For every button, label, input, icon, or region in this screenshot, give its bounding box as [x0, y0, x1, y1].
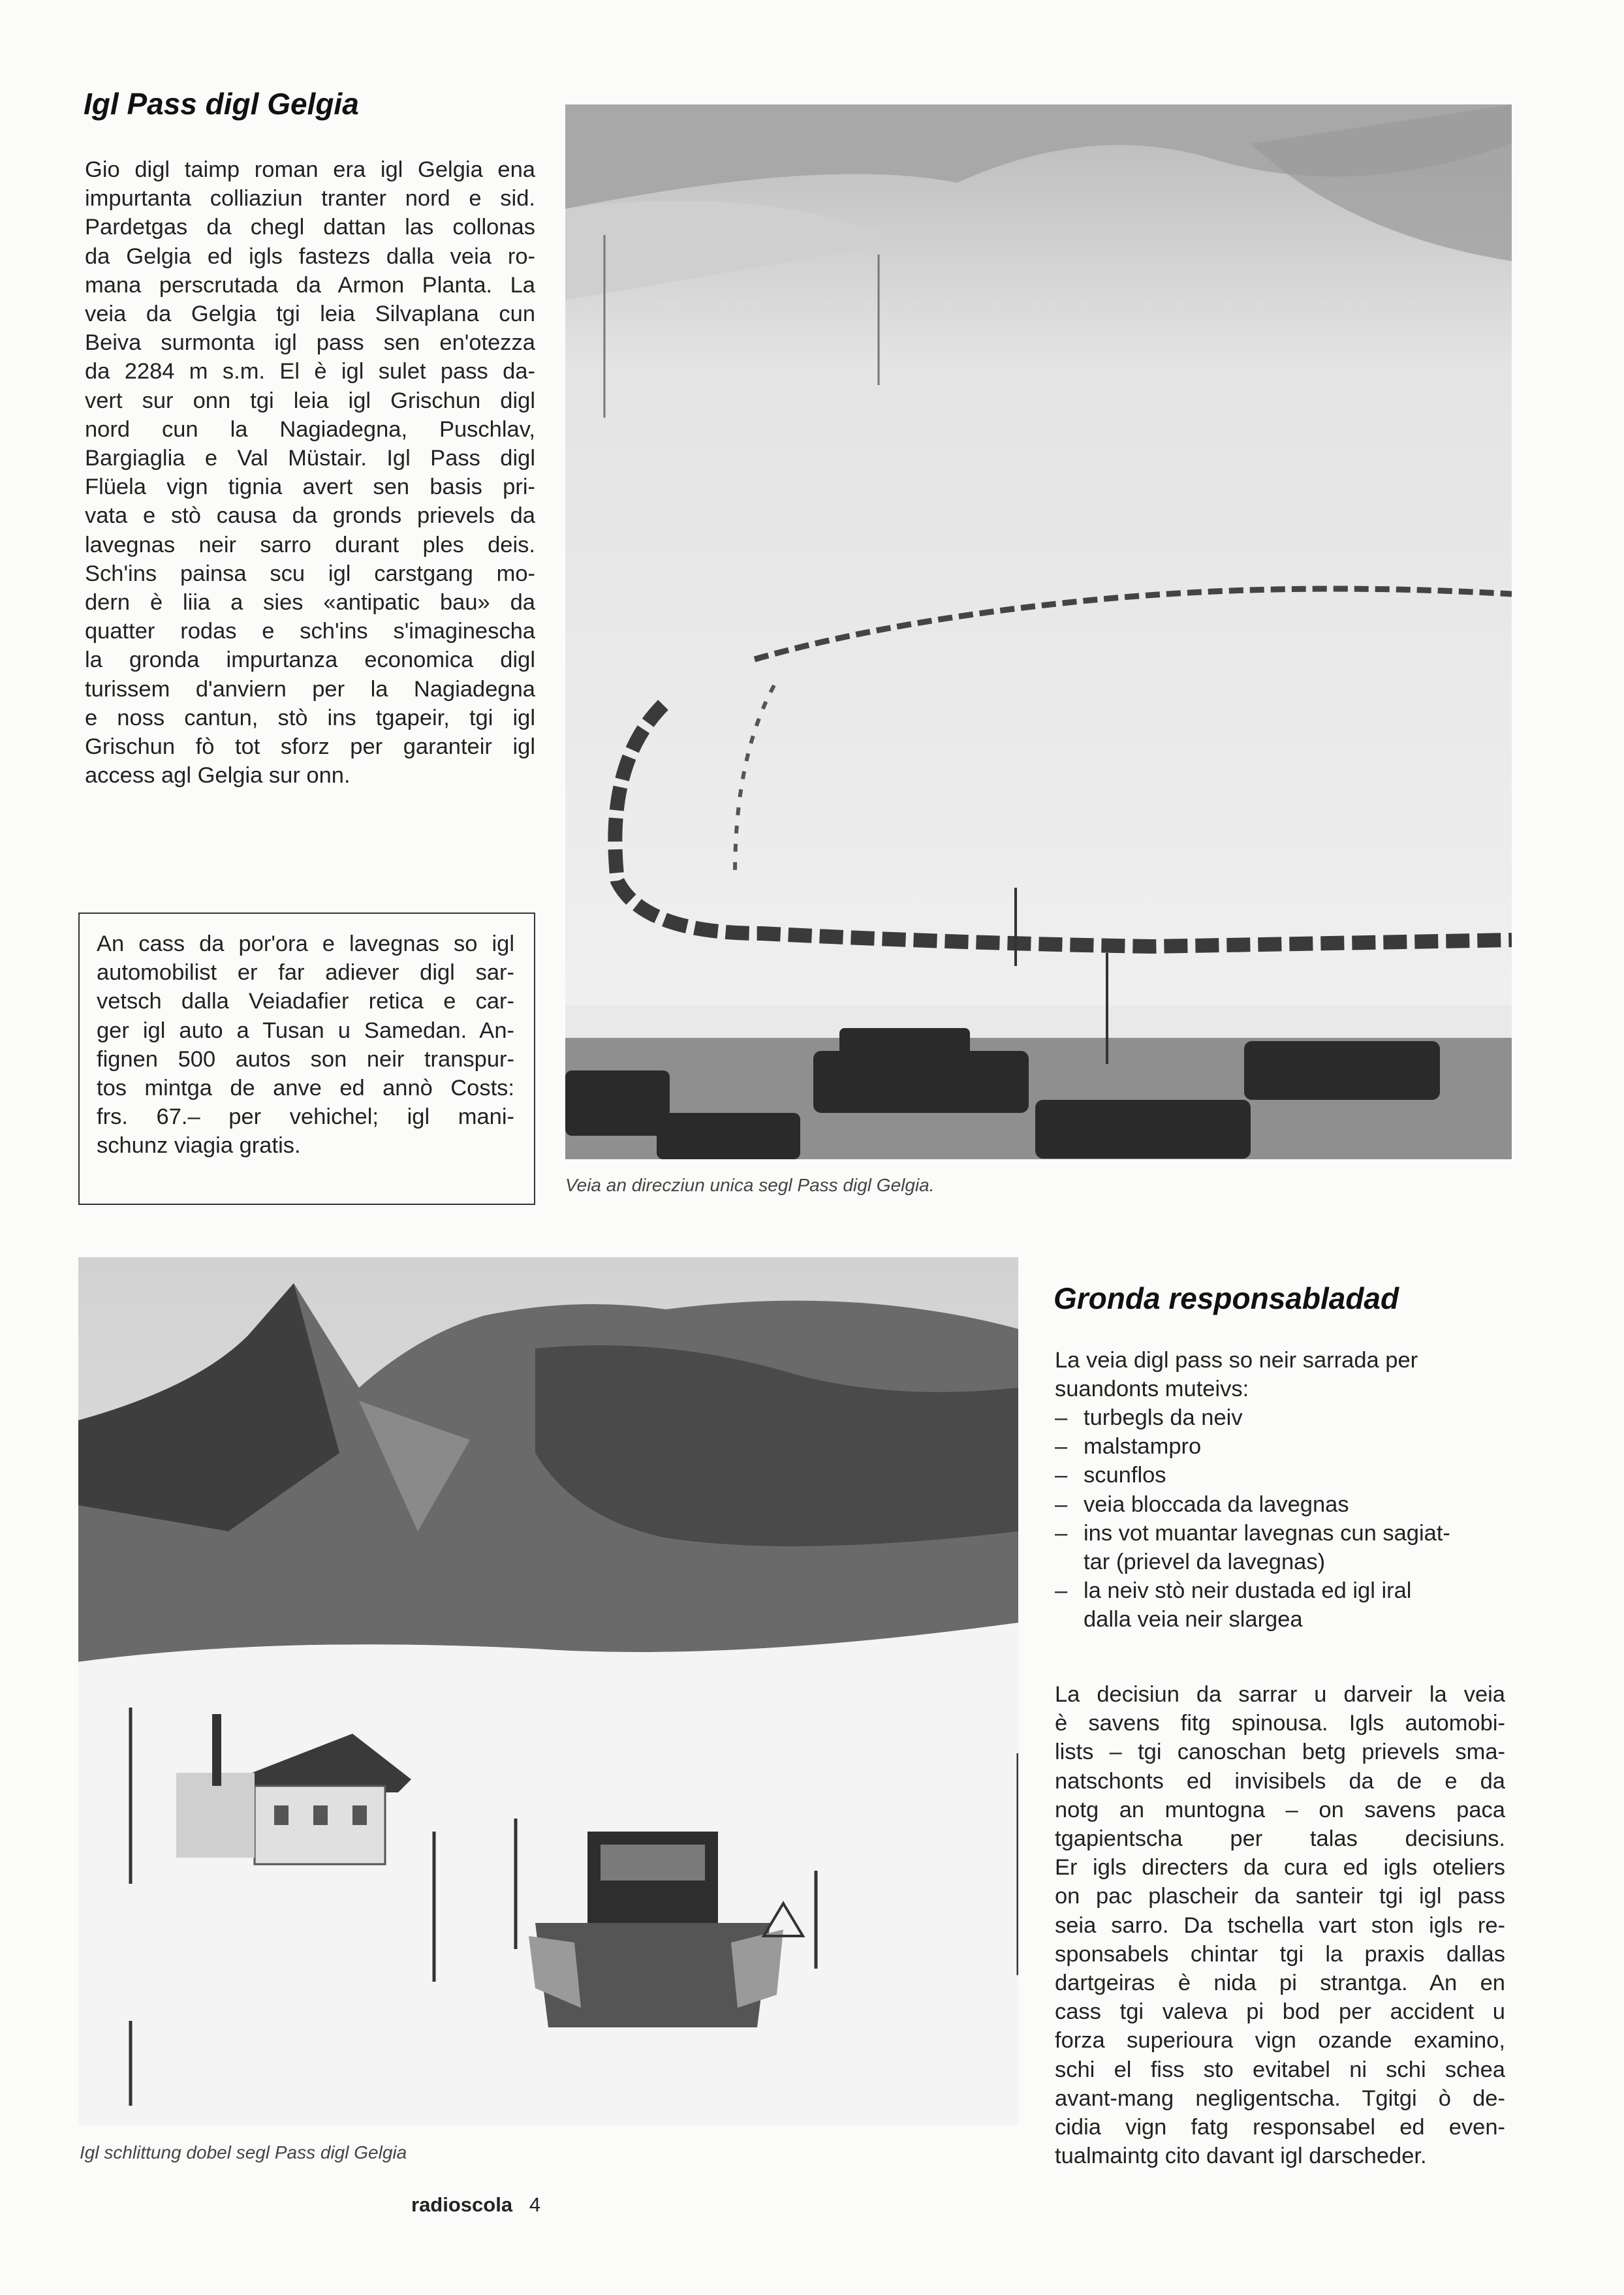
- text-line: notg an muntogna – on savens paca: [1055, 1797, 1505, 1822]
- text-line: suandonts muteivs:: [1055, 1377, 1249, 1402]
- text-line: on pac plascheir da santeir tgi igl pass: [1055, 1884, 1505, 1909]
- list-item-text: tar (prievel da lavegnas): [1084, 1550, 1326, 1575]
- text-line: tos mintga de anve ed annò Costs:: [97, 1076, 514, 1101]
- text-line: da 2284 m s.m. El è igl sulet pass da-: [85, 359, 535, 384]
- text-line: Er igls directers da cura ed igls oteliers: [1055, 1855, 1505, 1881]
- list-item: [1055, 1490, 1505, 1519]
- text-line: lists – tgi canoschan betg prievels sma-: [1055, 1740, 1505, 1765]
- text-line: ger igl auto a Tusan u Samedan. An-: [97, 1018, 514, 1043]
- dash-bullet: –: [1055, 1520, 1068, 1546]
- text-line: nord cun la Nagiadegna, Puschlav,: [85, 416, 535, 442]
- list-item-text: scunflos: [1084, 1463, 1166, 1488]
- text-line: natschonts ed invisibels da de e da: [1055, 1768, 1505, 1794]
- text-line: La veia digl pass so neir sarrada per: [1055, 1348, 1418, 1373]
- info-box-text: [97, 929, 514, 1161]
- list-item: [1055, 1461, 1505, 1490]
- text-line: avant-mang negligentscha. Tgitgi ò de-: [1055, 2085, 1505, 2111]
- text-line: veia da Gelgia tgi leia Silvaplana cun: [85, 302, 535, 327]
- dash-bullet: –: [1055, 1405, 1068, 1430]
- page-footer: [411, 2193, 540, 2217]
- page-number: 4: [529, 2193, 541, 2216]
- list-item-text: malstampro: [1084, 1434, 1202, 1460]
- list-item: [1055, 1519, 1505, 1576]
- text-line: lavegnas neir sarro durant ples deis.: [85, 532, 535, 557]
- list-item-text: ins vot muantar lavegnas cun sagiat-: [1084, 1520, 1450, 1546]
- text-line: frs. 67.– per vehichel; igl mani-: [97, 1104, 514, 1130]
- text-line: vetsch dalla Veiadafier retica e car-: [97, 989, 514, 1014]
- text-line: seia sarro. Da tschella vart ston igls re-: [1055, 1912, 1505, 1938]
- dash-bullet: –: [1055, 1578, 1068, 1604]
- text-line: forza superioura vign ozande examino,: [1055, 2028, 1505, 2053]
- text-line: Flüela vign tignia avert sen basis pri-: [85, 475, 535, 500]
- text-line: fignen 500 autos son neir transpur-: [97, 1046, 514, 1072]
- text-line: Sch'ins painsa scu igl carstgang mo-: [85, 561, 535, 586]
- text-line: La decisiun da sarrar u darveir la veia: [1055, 1682, 1505, 1707]
- text-line: vata e stò causa da gronds prievels da: [85, 503, 535, 529]
- publication-name: radioscola: [411, 2193, 513, 2216]
- dash-bullet: –: [1055, 1434, 1068, 1460]
- list-item-text: dalla veia neir slargea: [1084, 1607, 1303, 1632]
- snowplough-photo: [78, 1257, 1018, 2125]
- text-line: Gio digl taimp roman era igl Gelgia ena: [85, 157, 535, 182]
- text-line: turissem d'anviern per la Nagiadegna: [85, 676, 535, 702]
- text-line: dern è liia a sies «antipatic bau» da: [85, 590, 535, 616]
- text-line: schi el fiss sto evitabel ni schi schea: [1055, 2057, 1505, 2082]
- text-line: Grischun fò tot sforz per garanteir igl: [85, 734, 535, 760]
- text-line: schunz viagia gratis.: [97, 1133, 301, 1159]
- article-title-2: Gronda responsabladad: [1054, 1281, 1399, 1315]
- reasons-list: [1055, 1403, 1505, 1634]
- article-body-2: [1055, 1680, 1505, 2170]
- text-line: tualmaintg cito davant igl darscheder.: [1055, 2144, 1427, 2169]
- dash-bullet: –: [1055, 1491, 1068, 1517]
- text-line: Beiva surmonta igl pass sen en'otezza: [85, 330, 535, 356]
- text-line: da Gelgia ed igls fastezs dalla veia ro-: [85, 243, 535, 269]
- text-line: vert sur onn tgi leia igl Grischun digl: [85, 388, 535, 413]
- article-intro: [1055, 1346, 1505, 1403]
- text-line: cidia vign fatg responsabel ed even-: [1055, 2115, 1505, 2140]
- article-body: [85, 155, 535, 790]
- dash-bullet: –: [1055, 1463, 1068, 1488]
- text-line: mana perscrutada da Armon Planta. La: [85, 272, 535, 298]
- text-line: tgapientscha per talas decisiuns.: [1055, 1826, 1505, 1852]
- text-line: la gronda impurtanza economica digl: [85, 648, 535, 673]
- text-line: An cass da por'ora e lavegnas so igl: [97, 931, 514, 956]
- text-line: e noss cantun, stò ins tgapeir, tgi igl: [85, 705, 535, 730]
- list-item: [1055, 1403, 1505, 1432]
- text-line: Pardetgas da chegl dattan las collonas: [85, 215, 535, 240]
- text-line: dartgeiras è nida pi strantga. An en: [1055, 1971, 1505, 1996]
- list-item: [1055, 1432, 1505, 1461]
- list-item-text: turbegls da neiv: [1084, 1405, 1243, 1430]
- text-line: Bargiaglia e Val Müstair. Igl Pass digl: [85, 446, 535, 471]
- pass-road-photo: [565, 104, 1512, 1159]
- text-line: access agl Gelgia sur onn.: [85, 763, 351, 788]
- photo-caption: Veia an direcziun unica segl Pass digl Gelgia.: [565, 1175, 935, 1195]
- text-line: è savens fitg spinousa. Igls automobi-: [1055, 1711, 1505, 1736]
- list-item-text: veia bloccada da lavegnas: [1084, 1491, 1349, 1517]
- text-line: cass tgi valeva pi bod per accident u: [1055, 1999, 1505, 2025]
- list-item-text: la neiv stò neir dustada ed igl iral: [1084, 1578, 1412, 1604]
- text-line: sponsabels chintar tgi la praxis dallas: [1055, 1941, 1505, 1967]
- photo-caption-2: Igl schlittung dobel segl Pass digl Gelgia: [80, 2142, 407, 2162]
- list-item: [1055, 1576, 1505, 1634]
- text-line: automobilist er far adiever digl sar-: [97, 960, 514, 986]
- text-line: impurtanta colliaziun tranter nord e sid.: [85, 186, 535, 211]
- text-line: quatter rodas e sch'ins s'imaginescha: [85, 619, 535, 644]
- article-title: Igl Pass digl Gelgia: [84, 87, 359, 121]
